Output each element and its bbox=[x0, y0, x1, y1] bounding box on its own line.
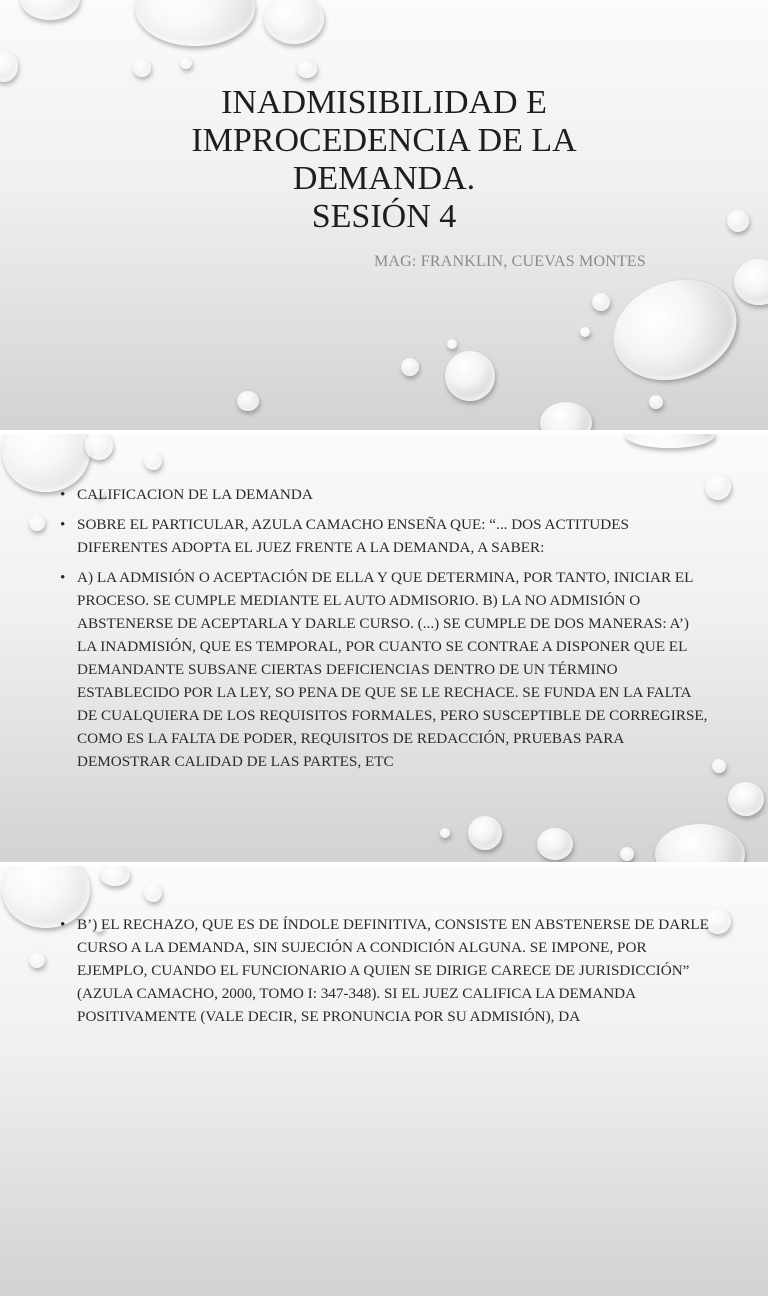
water-drop-decoration bbox=[655, 824, 745, 864]
water-drop-decoration bbox=[85, 432, 113, 460]
water-drop-decoration bbox=[592, 293, 610, 311]
water-drop-decoration bbox=[264, 0, 324, 44]
bullet-icon: • bbox=[60, 569, 66, 586]
water-drop-decoration bbox=[734, 259, 768, 305]
slide-separator bbox=[0, 430, 768, 434]
bullet-icon: • bbox=[60, 516, 66, 533]
water-drop-decoration bbox=[727, 210, 749, 232]
title-line: IMPROCEDENCIA DE LA bbox=[191, 122, 577, 159]
water-drop-decoration bbox=[144, 452, 162, 470]
water-drop-decoration bbox=[135, 0, 255, 46]
title-line: INADMISIBILIDAD E bbox=[221, 84, 547, 121]
water-drop-decoration bbox=[29, 515, 45, 531]
water-drop-decoration bbox=[144, 884, 162, 902]
slide-rechazo bbox=[0, 864, 768, 1296]
bullet-icon: • bbox=[60, 486, 66, 503]
water-drop-decoration bbox=[599, 263, 750, 396]
water-drop-decoration bbox=[445, 351, 495, 401]
bullet-icon: • bbox=[60, 916, 66, 933]
water-drop-decoration bbox=[0, 50, 18, 82]
title-line: SESIÓN 4 bbox=[311, 198, 457, 235]
water-drop-decoration bbox=[712, 759, 726, 773]
bullet-list bbox=[60, 913, 710, 1035]
water-drop-decoration bbox=[20, 0, 80, 20]
list-item bbox=[60, 913, 710, 1028]
water-drop-decoration bbox=[447, 339, 457, 349]
list-item bbox=[60, 566, 710, 773]
water-drop-decoration bbox=[180, 57, 192, 69]
water-drop-decoration bbox=[29, 952, 45, 968]
slide-title-heading bbox=[120, 84, 648, 236]
water-drop-decoration bbox=[540, 402, 592, 432]
bullet-list bbox=[60, 483, 710, 780]
water-drop-decoration bbox=[100, 864, 130, 886]
water-drop-decoration bbox=[620, 847, 634, 861]
list-item bbox=[60, 513, 710, 559]
bullet-text: CALIFICACION DE LA DEMANDA bbox=[77, 486, 313, 503]
water-drop-decoration bbox=[728, 782, 764, 816]
slide-separator bbox=[0, 862, 768, 866]
water-drop-decoration bbox=[649, 395, 663, 409]
water-drop-decoration bbox=[468, 816, 502, 850]
water-drop-decoration bbox=[237, 391, 259, 411]
water-drop-decoration bbox=[133, 59, 151, 77]
bullet-text: B’) EL RECHAZO, QUE ES DE ÍNDOLE DEFINITIVA, CONSISTE EN ABSTENERSE DE DARLE CURSO A LA DEMANDA, SIN SUJECIÓN A CONDICIÓN ALGUNA. SE IMPONE, POR EJEMPLO, CUANDO EL FUNCIONARIO A QUIEN SE DIRIGE CARECE DE JURISDICCIÓN” (AZULA CAMACHO, 2000, TOMO I: 347-348). SI EL JUEZ CALIFICA LA DEMANDA POSITIVAMENTE (VALE DECIR, SE PRONUNCIA POR SU ADMISIÓN), DA bbox=[77, 916, 709, 1025]
water-drop-decoration bbox=[580, 327, 590, 337]
water-drop-decoration bbox=[401, 358, 419, 376]
list-item bbox=[60, 483, 710, 506]
slide-title bbox=[0, 0, 768, 432]
water-drop-decoration bbox=[537, 828, 573, 860]
water-drop-decoration bbox=[297, 60, 317, 78]
author-subtitle: MAG: FRANKLIN, CUEVAS MONTES bbox=[374, 253, 646, 270]
title-line: DEMANDA. bbox=[292, 160, 476, 197]
bullet-text: A) LA ADMISIÓN O ACEPTACIÓN DE ELLA Y QUE DETERMINA, POR TANTO, INICIAR EL PROCESO. SE CUMPLE MEDIANTE EL AUTO ADMISORIO. B) LA NO ADMISIÓN O ABSTENERSE DE ACEPTARLA Y DARLE CURSO. (...) SE CUMPLE DE DOS MANERAS: A’) LA INADMISIÓN, QUE ES TEMPORAL, POR CUANTO SE CONTRAE A DISPONER QUE EL DEMANDANTE SUBSANE CIERTAS DEFICIENCIAS DENTRO DE UN TÉRMINO ESTABLECIDO POR LA LEY, SO PENA DE QUE SE LE RECHACE. SE FUNDA EN LA FALTA DE CUALQUIERA DE LOS REQUISITOS FORMALES, PERO SUSCEPTIBLE DE CORREGIRSE, COMO ES LA FALTA DE PODER, REQUISITOS DE REDACCIÓN, PRUEBAS PARA DEMOSTRAR CALIDAD DE LAS PARTES, ETC bbox=[77, 569, 708, 770]
bullet-text: SOBRE EL PARTICULAR, AZULA CAMACHO ENSEÑA QUE: “... DOS ACTITUDES DIFERENTES ADOPTA EL JUEZ FRENTE A LA DEMANDA, A SABER: bbox=[77, 516, 629, 556]
water-drop-decoration bbox=[625, 432, 715, 448]
water-drop-decoration bbox=[440, 828, 450, 838]
slide-calificacion bbox=[0, 432, 768, 864]
